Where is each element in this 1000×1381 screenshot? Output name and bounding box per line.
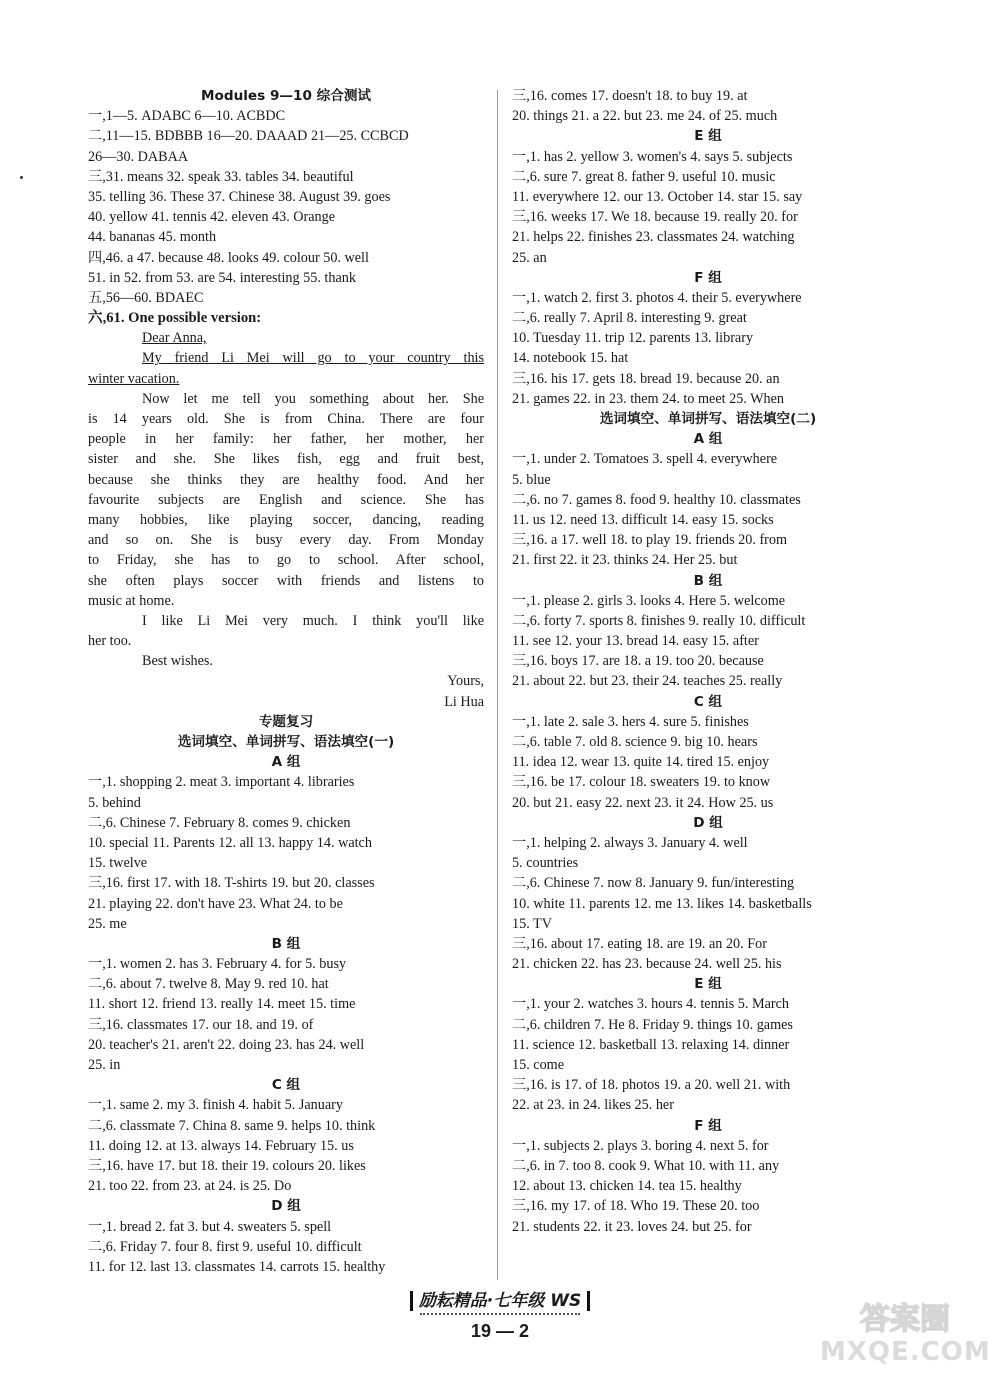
left-answer-line: 11. doing 12. at 13. always 14. February 15. us [88, 1137, 354, 1154]
left-answer-line: 一,1. women 2. has 3. February 4. for 5. busy [88, 956, 347, 973]
right-heading: F 组 [694, 269, 722, 286]
right-answer-line: 二,6. in 7. too 8. cook 9. What 10. with 11. any [512, 1157, 780, 1174]
left-answer-line: 10. special 11. Parents 12. all 13. happy 14. watch [88, 834, 372, 851]
left-answer-line: because she thinks they are healthy food. And her [88, 471, 484, 488]
left-answer-line: 11. short 12. friend 13. really 14. meet 15. time [88, 996, 356, 1013]
watermark-logo [840, 1297, 970, 1337]
left-answer-column [88, 86, 484, 1277]
right-answer-line: 三,16. be 17. colour 18. sweaters 19. to know [512, 774, 771, 791]
left-answer-line: I like Li Mei very much. I think you'll like [142, 612, 484, 629]
right-answer-line: 11. everywhere 12. our 13. October 14. star 15. say [512, 188, 803, 205]
left-answer-line: many hobbies, like playing soccer, dancing, reading [88, 511, 484, 528]
left-answer-line: 51. in 52. from 53. are 54. interesting 55. thank [88, 269, 356, 286]
stray-mark [20, 176, 23, 179]
left-answer-line: 11. for 12. last 13. classmates 14. carrots 15. healthy [88, 1258, 386, 1275]
left-answer-line: 44. bananas 45. month [88, 229, 217, 246]
left-answer-line: 26—30. DABAA [88, 148, 189, 165]
left-answer-line: Best wishes. [142, 653, 213, 670]
left-answer-line: 一,1—5. ADABC 6—10. ACBDC [88, 108, 286, 125]
right-answer-line: 15. come [512, 1057, 565, 1073]
right-heading: E 组 [694, 128, 722, 145]
right-answer-line: 11. science 12. basketball 13. relaxing 14. dinner [512, 1036, 790, 1053]
footer-dotted-rule [420, 1313, 580, 1315]
left-answer-line: 35. telling 36. These 37. Chinese 38. August 39. goes [88, 188, 391, 205]
right-answer-line: 三,16. weeks 17. We 18. because 19. really 20. for [512, 209, 798, 226]
left-answer-line: is 14 years old. She is from China. There are four [88, 411, 484, 427]
right-heading: 选词填空、单词拼写、语法填空(二) [599, 411, 817, 427]
left-answer-line: Now let me tell you something about her. She [142, 390, 484, 407]
left-answer-line: 二,6. about 7. twelve 8. May 9. red 10. hat [88, 976, 329, 993]
left-heading: 选词填空、单词拼写、语法填空(一) [177, 734, 395, 750]
right-answer-line: 一,1. please 2. girls 3. looks 4. Here 5. welcome [512, 592, 786, 609]
left-answer-line: My friend Li Mei will go to your country this [142, 350, 484, 367]
left-answer-line: 21. too 22. from 23. at 24. is 25. Do [88, 1178, 292, 1195]
right-heading: D 组 [693, 814, 723, 831]
right-answer-line: 一,1. watch 2. first 3. photos 4. their 5. everywhere [512, 289, 802, 306]
right-answer-line: 三,16. boys 17. are 18. a 19. too 20. because [512, 653, 764, 670]
right-answer-line: 5. countries [512, 855, 579, 872]
right-answer-line: 一,1. subjects 2. plays 3. boring 4. next 5. for [512, 1137, 769, 1154]
right-answer-line: 一,1. under 2. Tomatoes 3. spell 4. everywhere [512, 451, 778, 468]
right-answer-line: 三,16. a 17. well 18. to play 19. friends 20. from [512, 532, 788, 549]
right-answer-line: 20. but 21. easy 22. next 23. it 24. How 25. us [512, 794, 774, 811]
left-answer-line: 六,61. One possible version: [88, 310, 262, 327]
right-answer-line: 三,16. about 17. eating 18. are 19. an 20. For [512, 935, 767, 952]
right-answer-line: 一,1. has 2. yellow 3. women's 4. says 5. subjects [512, 148, 793, 165]
brand-label: 励耘精品·七年级 WS [410, 1291, 590, 1311]
right-answer-line: 10. Tuesday 11. trip 12. parents 13. library [512, 330, 754, 347]
left-heading: B 组 [271, 935, 301, 952]
right-heading: C 组 [693, 693, 723, 710]
left-answer-line: winter vacation. [88, 370, 180, 387]
left-answer-line: 5. behind [88, 794, 141, 811]
right-answer-line: 5. blue [512, 471, 551, 488]
svg-text:答案圈: 答案圈 [860, 1302, 950, 1337]
left-answer-line: favourite subjects are English and science. She has [88, 491, 484, 508]
left-answer-line: sister and she. She likes fish, egg and fruit best, [88, 451, 484, 468]
right-heading: B 组 [693, 572, 723, 589]
right-answer-line: 21. helps 22. finishes 23. classmates 24. watching [512, 229, 795, 246]
left-answer-line: 二,6. classmate 7. China 8. same 9. helps 10. think [88, 1117, 376, 1134]
left-answer-line: 三,31. means 32. speak 33. tables 34. beautiful [88, 168, 354, 185]
left-answer-line: 三,16. classmates 17. our 18. and 19. of [88, 1016, 314, 1033]
right-answer-line: 二,6. forty 7. sports 8. finishes 9. really 10. difficult [512, 612, 806, 629]
right-answer-line: 21. games 22. in 23. them 24. to meet 25. When [512, 390, 785, 407]
left-answer-line: to Friday, she has to go to school. After school, [88, 552, 484, 569]
right-answer-line: 14. notebook 15. hat [512, 350, 629, 367]
left-answer-line: people in her family: her father, her mother, her [88, 431, 484, 448]
right-answer-line: 15. TV [512, 915, 552, 932]
left-answer-line: 一,1. bread 2. fat 3. but 4. sweaters 5. spell [88, 1218, 332, 1235]
right-answer-line: 21. about 22. but 23. their 24. teaches 25. really [512, 673, 783, 690]
left-answer-line: 二,6. Chinese 7. February 8. comes 9. chicken [88, 814, 351, 831]
right-answer-line: 11. idea 12. wear 13. quite 14. tired 15. enjoy [512, 754, 770, 771]
left-answer-line: 五,56—60. BDAEC [88, 289, 204, 306]
right-answer-line: 二,6. no 7. games 8. food 9. healthy 10. classmates [512, 491, 801, 508]
watermark [820, 1297, 990, 1375]
watermark-text: MXQE.COM [820, 1337, 991, 1367]
right-answer-line: 二,6. sure 7. great 8. father 9. useful 10. music [512, 168, 776, 185]
left-answer-line: 25. in [88, 1057, 121, 1073]
left-answer-line: 40. yellow 41. tennis 42. eleven 43. Orange [88, 209, 336, 226]
right-answer-line: 三,16. my 17. of 18. Who 19. These 20. too [512, 1198, 760, 1215]
right-heading: E 组 [694, 976, 722, 993]
left-answer-line: 21. playing 22. don't have 23. What 24. to be [88, 895, 343, 912]
right-answer-line: 12. about 13. chicken 14. tea 15. healthy [512, 1178, 742, 1195]
right-answer-line: 11. see 12. your 13. bread 14. easy 15. after [512, 633, 759, 650]
left-answer-line: 二,11—15. BDBBB 16—20. DAAAD 21—25. CCBCD [88, 128, 409, 145]
right-answer-line: 三,16. is 17. of 18. photos 19. a 20. well 21. with [512, 1077, 791, 1094]
right-answer-line: 10. white 11. parents 12. me 13. likes 14. basketballs [512, 895, 812, 912]
left-heading: 专题复习 [258, 713, 314, 730]
left-heading: Modules 9—10 综合测试 [200, 88, 372, 104]
right-answer-line: 二,6. Chinese 7. now 8. January 9. fun/interesting [512, 875, 795, 892]
left-answer-line: 一,1. shopping 2. meat 3. important 4. libraries [88, 774, 355, 791]
left-answer-line: 二,6. Friday 7. four 8. first 9. useful 10. difficult [88, 1238, 362, 1255]
right-answer-line: 一,1. your 2. watches 3. hours 4. tennis 5. March [512, 996, 790, 1013]
right-answer-line: 一,1. late 2. sale 3. hers 4. sure 5. finishes [512, 713, 749, 730]
left-answer-line: her too. [88, 633, 132, 650]
right-answer-line: 25. an [512, 249, 547, 266]
right-answer-line: 21. first 22. it 23. thinks 24. Her 25. but [512, 552, 738, 569]
left-heading: D 组 [271, 1198, 301, 1215]
right-answer-column [512, 86, 904, 1237]
right-answer-line: 二,6. children 7. He 8. Friday 9. things 10. games [512, 1016, 793, 1033]
right-answer-line: 一,1. helping 2. always 3. January 4. well [512, 834, 748, 851]
left-answer-line: 一,1. same 2. my 3. finish 4. habit 5. January [88, 1097, 343, 1114]
left-heading: C 组 [271, 1077, 301, 1094]
left-heading: A 组 [271, 754, 301, 771]
right-answer-line: 三,16. comes 17. doesn't 18. to buy 19. at [512, 88, 748, 104]
left-answer-line: and so on. She is busy every day. From Monday [88, 532, 484, 549]
left-answer-line: Yours, [447, 673, 484, 690]
left-answer-line: she often plays soccer with friends and listens to [88, 572, 484, 589]
left-answer-line: 三,16. first 17. with 18. T-shirts 19. but 20. classes [88, 875, 375, 892]
right-answer-line: 二,6. really 7. April 8. interesting 9. great [512, 310, 747, 327]
right-heading: F 组 [694, 1117, 722, 1134]
right-answer-line: 21. students 22. it 23. loves 24. but 25. for [512, 1218, 752, 1235]
right-answer-line: 22. at 23. in 24. likes 25. her [512, 1097, 674, 1114]
right-heading: A 组 [693, 431, 723, 448]
left-answer-line: 25. me [88, 915, 127, 932]
left-answer-line: 三,16. have 17. but 18. their 19. colours 20. likes [88, 1157, 366, 1174]
right-answer-line: 二,6. table 7. old 8. science 9. big 10. hears [512, 734, 758, 750]
column-divider [497, 90, 498, 1280]
right-answer-line: 21. chicken 22. has 23. because 24. well 25. his [512, 956, 782, 973]
left-answer-line: 15. twelve [88, 855, 148, 872]
right-answer-line: 20. things 21. a 22. but 23. me 24. of 25. much [512, 108, 778, 125]
left-answer-line: 四,46. a 47. because 48. looks 49. colour 50. well [88, 249, 369, 266]
left-answer-line: Li Hua [444, 693, 484, 710]
left-answer-line: music at home. [88, 592, 175, 609]
right-answer-line: 三,16. his 17. gets 18. bread 19. because 20. an [512, 370, 780, 387]
right-answer-line: 11. us 12. need 13. difficult 14. easy 15. socks [512, 511, 774, 528]
page-number: 19 — 2 [470, 1321, 530, 1341]
left-answer-line: Dear Anna, [142, 330, 207, 347]
left-answer-line: 20. teacher's 21. aren't 22. doing 23. has 24. well [88, 1036, 365, 1053]
